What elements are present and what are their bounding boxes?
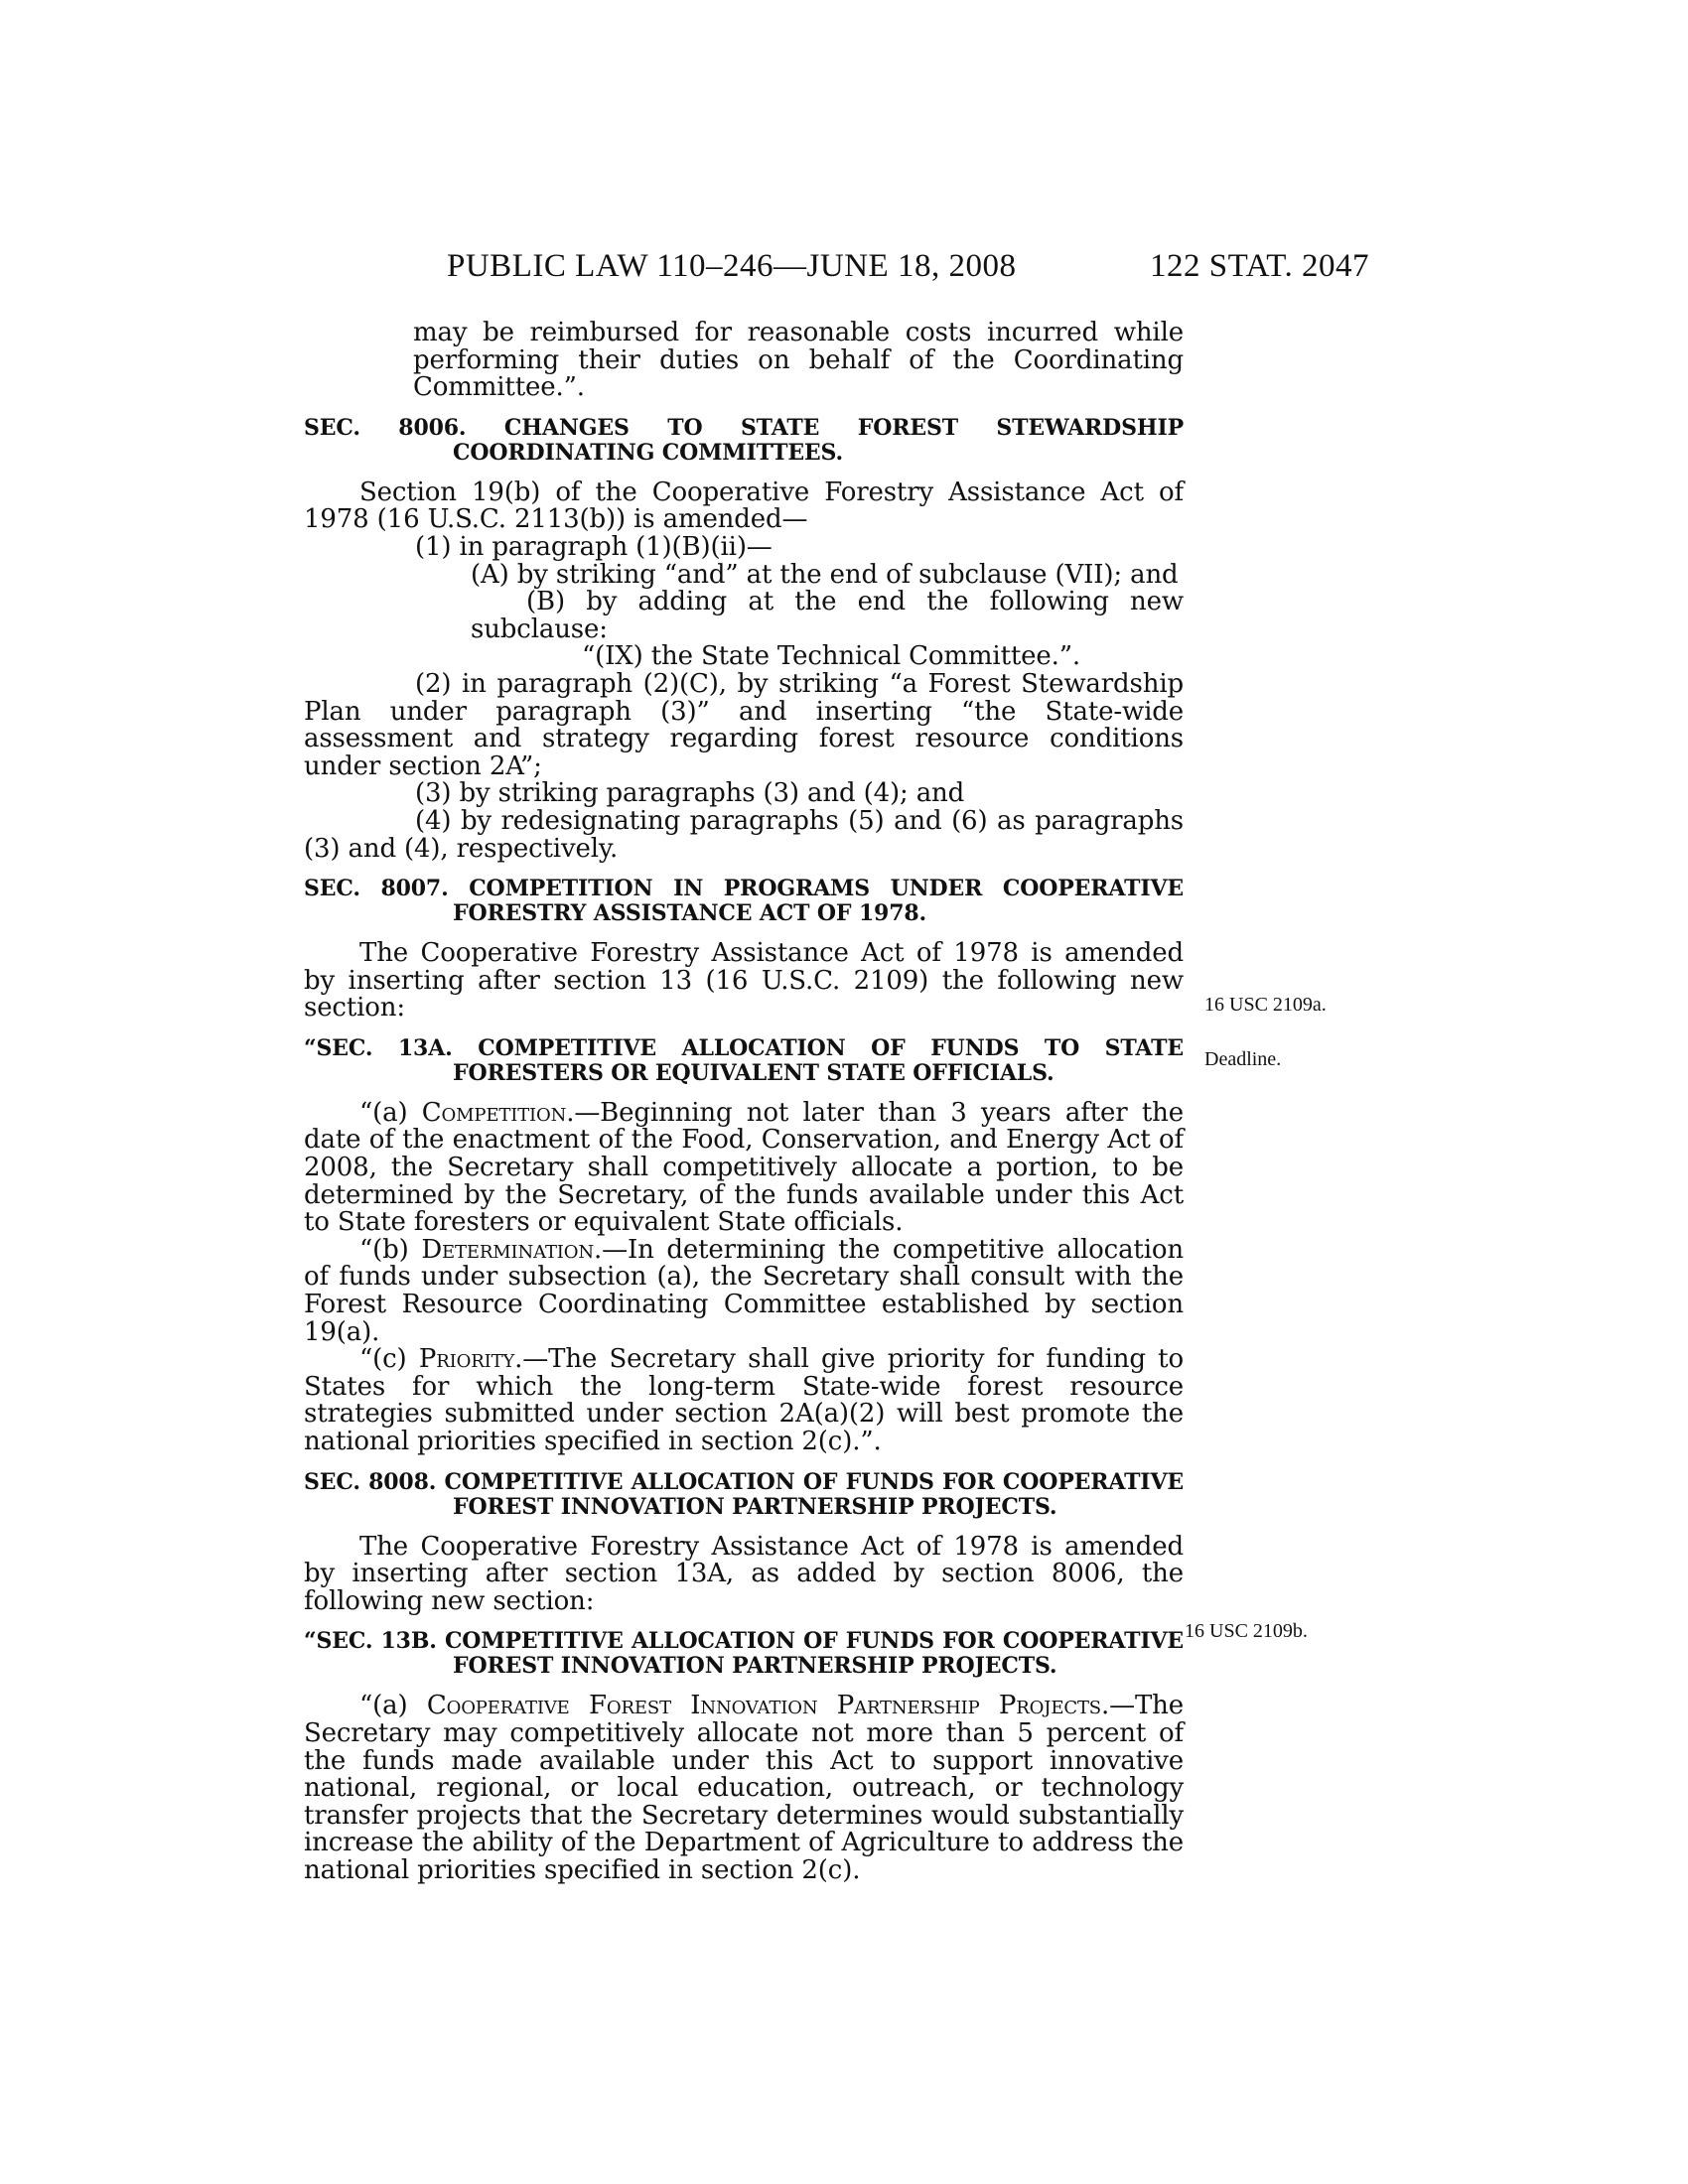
list-item-4: (4) by redesignating paragraphs (5) and (6) as paragraphs (3) and (4), respectively. — [304, 805, 1184, 864]
subsection-a-competition — [304, 1097, 1184, 1238]
subsection-label: “(a) — [359, 1691, 427, 1721]
list-item-3: (3) by striking paragraphs (3) and (4); and — [415, 778, 965, 809]
list-item-1b: (B) by adding at the end the following new subclause: — [471, 587, 1184, 644]
subsection-heading: Cooperative Forest Innovation Partnership Projects — [426, 1691, 1101, 1721]
paragraph-8008-intro: The Cooperative Forestry Assistance Act of 1978 is amended by inserting after section 13A, as added by section 8006, the following new section: — [304, 1531, 1184, 1616]
section-heading-8008: SEC. 8008. COMPETITIVE ALLOCATION OF FUNDS FOR COOPERATIVE FOREST INNOVATION PARTNERSHIP PROJECTS. — [304, 1468, 1184, 1520]
subsection-heading: Competition — [421, 1097, 567, 1128]
margin-note-deadline: Deadline. — [1204, 1048, 1282, 1070]
document-body — [304, 320, 1184, 1885]
subsection-text: .—The Secretary may competitively allocate not more than 5 percent of the funds made available under this Act to support innovative national, regional, or local education, outreach, or technology transfer projects that the Secretary determines would substantially increase the ability of the Department of Agriculture to address the national priorities specified in section 2(c). — [304, 1691, 1184, 1885]
paragraph-amendment-intro: Section 19(b) of the Cooperative Forestry Assistance Act of 1978 (16 U.S.C. 2113(b)) is amended— — [304, 477, 1184, 535]
subsection-heading: Priority — [418, 1344, 515, 1375]
margin-note-usc-2109a: 16 USC 2109a. — [1204, 994, 1327, 1016]
paragraph-8007-intro: The Cooperative Forestry Assistance Act of 1978 is amended by inserting after section 13 (16 U.S.C. 2109) the following new section: — [304, 938, 1184, 1024]
subsection-a-partnership-projects — [304, 1693, 1184, 1884]
subsection-label: “(a) — [359, 1097, 422, 1128]
section-heading-13a: “SEC. 13A. COMPETITIVE ALLOCATION OF FUNDS TO STATE FORESTERS OR EQUIVALENT STATE OFFICIALS. — [304, 1034, 1184, 1086]
margin-note-usc-2109b: 16 USC 2109b. — [1185, 1620, 1308, 1642]
section-heading-13b: “SEC. 13B. COMPETITIVE ALLOCATION OF FUNDS FOR COOPERATIVE FOREST INNOVATION PARTNERSHIP PROJECTS. — [304, 1628, 1184, 1680]
running-header-title: PUBLIC LAW 110–246—JUNE 18, 2008 — [447, 248, 1017, 284]
list-item-2: (2) in paragraph (2)(C), by striking “a Forest Stewardship Plan under paragraph (3)” and inserting “the State-wide assessment and strategy regarding forest resource conditions under section 2A”; — [304, 668, 1184, 781]
section-heading-8006: SEC. 8006. CHANGES TO STATE FOREST STEWARDSHIP COORDINATING COMMITTEES. — [304, 414, 1184, 466]
list-item-1a: (A) by striking “and” at the end of subclause (VII); and — [471, 559, 1179, 590]
subsection-c-priority — [304, 1346, 1184, 1455]
list-item-1: (1) in paragraph (1)(B)(ii)— — [415, 531, 773, 562]
quoted-subclause: “(IX) the State Technical Committee.”. — [582, 641, 1081, 672]
subsection-heading: Determination — [421, 1234, 594, 1265]
subsection-label: “(c) — [359, 1344, 419, 1375]
subsection-text: .—In determining the competitive allocation of funds under subsection (a), the Secretary shall consult with the Forest Resource Coordinating Committee established by section 19(a). — [304, 1234, 1184, 1347]
section-heading-8007: SEC. 8007. COMPETITION IN PROGRAMS UNDER COOPERATIVE FORESTRY ASSISTANCE ACT OF 1978. — [304, 876, 1184, 927]
subsection-label: “(b) — [359, 1234, 422, 1265]
subsection-b-determination — [304, 1234, 1184, 1347]
subsection-text: .—Beginning not later than 3 years after the date of the enactment of the Food, Conservation, and Energy Act of 2008, the Secretary shall competitively allocate a portion, to be determined by the Secretary, of the funds available under this Act to State foresters or equivalent State officials. — [304, 1097, 1184, 1238]
statute-page-number: 122 STAT. 2047 — [1150, 248, 1370, 284]
subsection-text: .—The Secretary shall give priority for funding to States for which the long-term State-wide forest resource strategies submitted under section 2A(a)(2) will best promote the national priorities specified in section 2(c).”. — [304, 1344, 1184, 1456]
paragraph-continuation: may be reimbursed for reasonable costs incurred while performing their duties on behalf of the Coordinating Committee.”. — [413, 318, 1184, 403]
